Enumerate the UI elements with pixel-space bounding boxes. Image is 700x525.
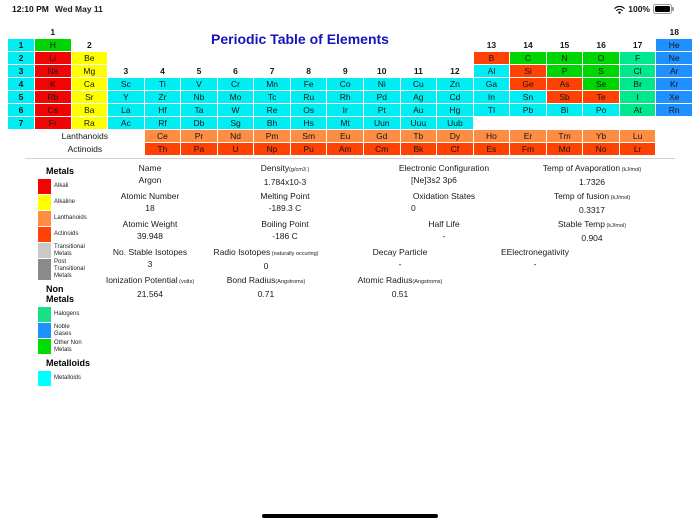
detail-value: 0 bbox=[411, 203, 416, 213]
element-Cs[interactable]: Cs bbox=[35, 104, 71, 116]
element-Ni[interactable]: Ni bbox=[364, 78, 400, 90]
divider bbox=[25, 158, 675, 159]
element-Kr[interactable]: Kr bbox=[656, 78, 692, 90]
detail-value: 0.904 bbox=[581, 233, 603, 243]
element-Ce[interactable]: Ce bbox=[145, 130, 181, 142]
element-Bk[interactable]: Bk bbox=[401, 143, 437, 155]
element-Pa[interactable]: Pa bbox=[181, 143, 217, 155]
detail-value: 0.3317 bbox=[579, 205, 605, 215]
element-Rn[interactable]: Rn bbox=[656, 104, 692, 116]
element-K[interactable]: K bbox=[35, 78, 71, 90]
detail-value: 1.784x10-3 bbox=[263, 177, 307, 187]
element-At[interactable]: At bbox=[620, 104, 656, 116]
element-Tm[interactable]: Tm bbox=[547, 130, 583, 142]
detail-label: Radio Isotopes (naturally occuring) bbox=[213, 247, 319, 257]
legend-swatch-halogens bbox=[38, 307, 51, 322]
element-Cr[interactable]: Cr bbox=[218, 78, 254, 90]
page-title: Periodic Table of Elements bbox=[211, 31, 389, 47]
element-Si[interactable]: Si bbox=[510, 65, 546, 77]
element-V[interactable]: V bbox=[181, 78, 217, 90]
detail-label-unit: (kJ/mol) bbox=[605, 223, 627, 229]
legend-item-noble-gases bbox=[38, 323, 116, 338]
legend-section-title-metals: Metals bbox=[46, 166, 75, 176]
legend-label: Noble Gases bbox=[54, 323, 72, 337]
element-Bi[interactable]: Bi bbox=[547, 104, 583, 116]
element-Rh[interactable]: Rh bbox=[327, 91, 363, 103]
element-Hf[interactable]: Hf bbox=[145, 104, 181, 116]
legend-label: Alkaline bbox=[54, 199, 76, 205]
group-label-10: 10 bbox=[364, 65, 400, 77]
period-label-3: 3 bbox=[8, 65, 34, 77]
detail-label: Stable Temp (kJ/mol) bbox=[557, 219, 627, 229]
element-Sb[interactable]: Sb bbox=[547, 91, 583, 103]
element-Pt[interactable]: Pt bbox=[364, 104, 400, 116]
element-Es[interactable]: Es bbox=[474, 143, 510, 155]
detail-label: Ionization Potential (volts) bbox=[105, 275, 195, 285]
element-Ge[interactable]: Ge bbox=[510, 78, 546, 90]
legend-item-other-non-metals bbox=[38, 339, 116, 354]
element-Cd[interactable]: Cd bbox=[437, 91, 473, 103]
element-Uuu[interactable]: Uuu bbox=[401, 117, 437, 129]
legend-label: Lanthanoids bbox=[54, 215, 87, 221]
series-label-lanthanoids: Lanthanoids bbox=[8, 130, 144, 142]
element-Ne[interactable]: Ne bbox=[656, 52, 692, 64]
status-time: 12:10 PM bbox=[12, 4, 49, 14]
element-Th[interactable]: Th bbox=[145, 143, 181, 155]
detail-temp-of-avaporation bbox=[497, 163, 687, 188]
detail-label-unit: (naturally occuring) bbox=[270, 251, 319, 257]
detail-label-unit: (kJ/mol) bbox=[609, 195, 631, 201]
details-row bbox=[0, 191, 700, 219]
detail-label: Temp of Avaporation (kJ/mol) bbox=[542, 163, 642, 173]
home-indicator[interactable] bbox=[262, 514, 438, 518]
element-Li[interactable]: Li bbox=[35, 52, 71, 64]
element-Md[interactable]: Md bbox=[547, 143, 583, 155]
period-label-5: 5 bbox=[8, 91, 34, 103]
element-Pr[interactable]: Pr bbox=[181, 130, 217, 142]
element-P[interactable]: P bbox=[547, 65, 583, 77]
element-Re[interactable]: Re bbox=[254, 104, 290, 116]
group-label-12: 12 bbox=[437, 65, 473, 77]
element-Zr[interactable]: Zr bbox=[145, 91, 181, 103]
element-Xe[interactable]: Xe bbox=[656, 91, 692, 103]
element-B[interactable]: B bbox=[474, 52, 510, 64]
element-Cl[interactable]: Cl bbox=[620, 65, 656, 77]
period-label-1: 1 bbox=[8, 39, 34, 51]
element-Po[interactable]: Po bbox=[583, 104, 619, 116]
element-H[interactable]: H bbox=[35, 39, 71, 51]
legend-section-title-metalloids: Metalloids bbox=[46, 358, 91, 368]
element-Ti[interactable]: Ti bbox=[145, 78, 181, 90]
element-Db[interactable]: Db bbox=[181, 117, 217, 129]
legend-item-metalloids bbox=[38, 371, 116, 386]
element-Ru[interactable]: Ru bbox=[291, 91, 327, 103]
detail-value: Argon bbox=[138, 175, 162, 185]
details-row bbox=[0, 163, 700, 191]
element-Rb[interactable]: Rb bbox=[35, 91, 71, 103]
legend-label: Alkali bbox=[54, 183, 69, 189]
element-Am[interactable]: Am bbox=[327, 143, 363, 155]
detail-label-unit: (volts) bbox=[177, 279, 195, 285]
element-Bh[interactable]: Bh bbox=[254, 117, 290, 129]
element-Yb[interactable]: Yb bbox=[583, 130, 619, 142]
element-Nb[interactable]: Nb bbox=[181, 91, 217, 103]
element-Ac[interactable]: Ac bbox=[108, 117, 144, 129]
group-label-14: 14 bbox=[510, 39, 546, 51]
element-Cm[interactable]: Cm bbox=[364, 143, 400, 155]
element-Na[interactable]: Na bbox=[35, 65, 71, 77]
detail-value: 0.51 bbox=[391, 289, 409, 299]
group-label-18: 18 bbox=[656, 27, 692, 38]
detail-value: 39.948 bbox=[137, 231, 163, 241]
element-Ga[interactable]: Ga bbox=[474, 78, 510, 90]
detail-label: Atomic Weight bbox=[122, 219, 178, 229]
element-Lu[interactable]: Lu bbox=[620, 130, 656, 142]
element-U[interactable]: U bbox=[218, 143, 254, 155]
element-W[interactable]: W bbox=[218, 104, 254, 116]
element-Al[interactable]: Al bbox=[474, 65, 510, 77]
element-Au[interactable]: Au bbox=[401, 104, 437, 116]
element-details-panel bbox=[0, 163, 700, 303]
element-Pd[interactable]: Pd bbox=[364, 91, 400, 103]
detail-atomic-radius bbox=[305, 275, 495, 300]
status-date: Wed May 11 bbox=[54, 4, 103, 14]
element-O[interactable]: O bbox=[583, 52, 619, 64]
element-Ho[interactable]: Ho bbox=[474, 130, 510, 142]
detail-value: - bbox=[442, 231, 446, 241]
detail-label: Atomic Number bbox=[120, 191, 180, 201]
group-label-1: 1 bbox=[35, 27, 71, 38]
detail-value: - bbox=[398, 259, 402, 269]
element-No[interactable]: No bbox=[583, 143, 619, 155]
group-label-6: 6 bbox=[218, 65, 254, 77]
element-Fe[interactable]: Fe bbox=[291, 78, 327, 90]
detail-label-unit: (Angstroms) bbox=[412, 279, 443, 285]
element-Gd[interactable]: Gd bbox=[364, 130, 400, 142]
wifi-icon bbox=[614, 5, 625, 14]
element-C[interactable]: C bbox=[510, 52, 546, 64]
group-label-5: 5 bbox=[181, 65, 217, 77]
battery-percent: 100% bbox=[628, 4, 650, 14]
legend-swatch-other-non-metals bbox=[38, 339, 51, 354]
detail-label: No. Stable Isotopes bbox=[112, 247, 188, 257]
legend-label: Metalloids bbox=[54, 375, 82, 381]
element-Zn[interactable]: Zn bbox=[437, 78, 473, 90]
element-Pm[interactable]: Pm bbox=[254, 130, 290, 142]
detail-label: Melting Point bbox=[260, 191, 310, 201]
element-Sm[interactable]: Sm bbox=[291, 130, 327, 142]
element-I[interactable]: I bbox=[620, 91, 656, 103]
element-Pu[interactable]: Pu bbox=[291, 143, 327, 155]
element-Ag[interactable]: Ag bbox=[401, 91, 437, 103]
element-Mn[interactable]: Mn bbox=[254, 78, 290, 90]
element-Er[interactable]: Er bbox=[510, 130, 546, 142]
legend-section-title-non-metals: Non Metals bbox=[46, 284, 75, 304]
detail-label-unit: (Angstroms) bbox=[275, 279, 306, 285]
element-Pb[interactable]: Pb bbox=[510, 104, 546, 116]
element-Tb[interactable]: Tb bbox=[401, 130, 437, 142]
element-Tc[interactable]: Tc bbox=[254, 91, 290, 103]
status-bar-right bbox=[614, 4, 672, 14]
element-Co[interactable]: Co bbox=[327, 78, 363, 90]
element-Ba[interactable]: Ba bbox=[72, 104, 108, 116]
element-Dy[interactable]: Dy bbox=[437, 130, 473, 142]
group-label-13: 13 bbox=[474, 39, 510, 51]
detail-value: - bbox=[533, 259, 537, 269]
element-Rf[interactable]: Rf bbox=[145, 117, 181, 129]
element-Hg[interactable]: Hg bbox=[437, 104, 473, 116]
element-N[interactable]: N bbox=[547, 52, 583, 64]
element-In[interactable]: In bbox=[474, 91, 510, 103]
legend-swatch-metalloids bbox=[38, 371, 51, 386]
detail-value: 3 bbox=[147, 259, 153, 269]
element-Lr[interactable]: Lr bbox=[620, 143, 656, 155]
element-Uub[interactable]: Uub bbox=[437, 117, 473, 129]
legend-label: Other Non Metals bbox=[54, 339, 82, 353]
element-Cf[interactable]: Cf bbox=[437, 143, 473, 155]
details-row bbox=[0, 219, 700, 247]
element-Ir[interactable]: Ir bbox=[327, 104, 363, 116]
element-Eu[interactable]: Eu bbox=[327, 130, 363, 142]
element-Ra[interactable]: Ra bbox=[72, 117, 108, 129]
group-label-3: 3 bbox=[108, 65, 144, 77]
element-La[interactable]: La bbox=[108, 104, 144, 116]
period-label-6: 6 bbox=[8, 104, 34, 116]
legend-label: Transitional Metals bbox=[54, 243, 85, 257]
legend-swatch-noble-gases bbox=[38, 323, 51, 338]
element-Sg[interactable]: Sg bbox=[218, 117, 254, 129]
element-Se[interactable]: Se bbox=[583, 78, 619, 90]
series-label-actinoids: Actinoids bbox=[8, 143, 144, 155]
detail-label: Name bbox=[138, 163, 162, 173]
element-Ca[interactable]: Ca bbox=[72, 78, 108, 90]
details-row bbox=[0, 275, 700, 303]
detail-label: Electronic Configuration bbox=[398, 163, 490, 173]
legend-label: Actinoids bbox=[54, 231, 79, 237]
element-Nd[interactable]: Nd bbox=[218, 130, 254, 142]
detail-label: Oxidation States bbox=[412, 191, 476, 201]
element-Sn[interactable]: Sn bbox=[510, 91, 546, 103]
group-label-7: 7 bbox=[254, 65, 290, 77]
group-label-4: 4 bbox=[145, 65, 181, 77]
element-Sr[interactable]: Sr bbox=[72, 91, 108, 103]
detail-value: 18 bbox=[145, 203, 155, 213]
element-Be[interactable]: Be bbox=[72, 52, 108, 64]
element-Y[interactable]: Y bbox=[108, 91, 144, 103]
element-Fr[interactable]: Fr bbox=[35, 117, 71, 129]
detail-label-unit: (g/cm3 ) bbox=[289, 167, 310, 173]
element-Cu[interactable]: Cu bbox=[401, 78, 437, 90]
period-label-7: 7 bbox=[8, 117, 34, 129]
detail-label: Temp of fusion (kJ/mol) bbox=[553, 191, 631, 201]
element-Ta[interactable]: Ta bbox=[181, 104, 217, 116]
detail-label-unit: (kJ/mol) bbox=[620, 167, 642, 173]
legend-label: Halogens bbox=[54, 311, 80, 317]
details-row bbox=[0, 247, 700, 275]
detail-label: Atomic Radius(Angstroms) bbox=[357, 275, 443, 285]
battery-fill bbox=[655, 6, 670, 12]
element-S[interactable]: S bbox=[583, 65, 619, 77]
status-bar-left bbox=[12, 4, 103, 14]
element-Uun[interactable]: Uun bbox=[364, 117, 400, 129]
detail-value: 0 bbox=[263, 261, 269, 271]
element-Mo[interactable]: Mo bbox=[218, 91, 254, 103]
detail-value: -189.3 C bbox=[268, 203, 302, 213]
detail-label: Boiling Point bbox=[261, 219, 309, 229]
detail-value: 1.7326 bbox=[579, 177, 605, 187]
element-Ar[interactable]: Ar bbox=[656, 65, 692, 77]
group-label-16: 16 bbox=[583, 39, 619, 51]
element-Os[interactable]: Os bbox=[291, 104, 327, 116]
group-label-17: 17 bbox=[620, 39, 656, 51]
detail-label: Decay Particle bbox=[372, 247, 428, 257]
element-F[interactable]: F bbox=[620, 52, 656, 64]
legend-label: Post Transitional Metals bbox=[54, 259, 85, 279]
group-label-15: 15 bbox=[547, 39, 583, 51]
detail-value: -186 C bbox=[272, 231, 298, 241]
element-Np[interactable]: Np bbox=[254, 143, 290, 155]
element-Mt[interactable]: Mt bbox=[327, 117, 363, 129]
detail-value: [Ne]3s2 3p6 bbox=[411, 175, 457, 185]
element-He[interactable]: He bbox=[656, 39, 692, 51]
detail-label: Half Life bbox=[428, 219, 460, 229]
legend-item-halogens bbox=[38, 307, 116, 322]
element-Fm[interactable]: Fm bbox=[510, 143, 546, 155]
detail-temp-of-fusion bbox=[497, 191, 687, 216]
element-Br[interactable]: Br bbox=[620, 78, 656, 90]
period-label-4: 4 bbox=[8, 78, 34, 90]
element-Te[interactable]: Te bbox=[583, 91, 619, 103]
group-label-11: 11 bbox=[401, 65, 437, 77]
group-label-8: 8 bbox=[291, 65, 327, 77]
detail-label: EElectronegativity bbox=[500, 247, 570, 257]
element-Mg[interactable]: Mg bbox=[72, 65, 108, 77]
detail-stable-temp bbox=[497, 219, 687, 244]
battery-icon bbox=[653, 4, 672, 14]
period-label-2: 2 bbox=[8, 52, 34, 64]
group-label-2: 2 bbox=[72, 39, 108, 51]
detail-value: 21.564 bbox=[137, 289, 163, 299]
detail-value: 0.71 bbox=[257, 289, 275, 299]
detail-eelectronegativity bbox=[440, 247, 630, 270]
group-label-9: 9 bbox=[327, 65, 363, 77]
detail-label: Bond Radius(Angstroms) bbox=[226, 275, 306, 285]
element-Tl[interactable]: Tl bbox=[474, 104, 510, 116]
element-Hs[interactable]: Hs bbox=[291, 117, 327, 129]
periodic-table bbox=[8, 27, 692, 155]
element-As[interactable]: As bbox=[547, 78, 583, 90]
element-Sc[interactable]: Sc bbox=[108, 78, 144, 90]
detail-label: Density(g/cm3 ) bbox=[260, 163, 310, 173]
